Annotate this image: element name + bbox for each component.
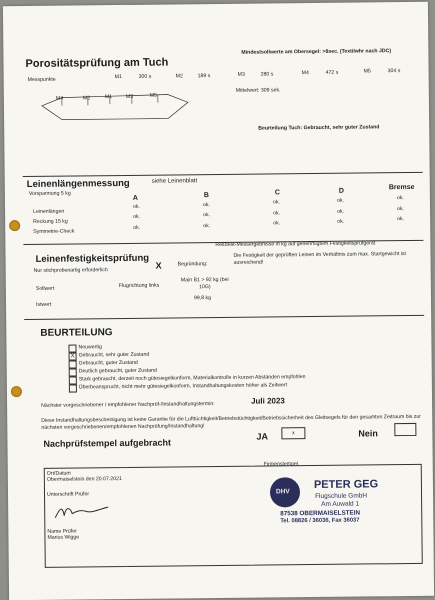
ja-checkbox[interactable]: x <box>281 427 305 439</box>
istwert-label: Istwert <box>35 301 52 308</box>
istwert-value: 99,8 kg <box>193 295 212 302</box>
option-label: Stark gebraucht, derzeit noch gütesiegelkonform, Materialkontrolle in kurzen Abständen empfohlen <box>78 374 306 383</box>
leinenlaengen-subtitle: siehe Leinenblatt <box>151 178 198 185</box>
cell-reckung-bremse: ok. <box>397 206 405 213</box>
option-checkbox[interactable] <box>69 368 77 376</box>
option-checkbox[interactable] <box>69 360 77 368</box>
cell-reckung-c: ok. <box>273 210 281 217</box>
porositaet-beurteilung: Beurteilung Tuch: Gebraucht, sehr guter Zustand <box>258 124 380 132</box>
option-checkbox[interactable] <box>69 376 77 384</box>
row-label-reckung: Reckung 15 kg <box>33 218 68 225</box>
stichprobe-label: Nur stichprobenartig erforderlich <box>33 267 108 274</box>
diagram-label-m5: M5 <box>149 92 158 99</box>
messpunkte-label: Messpunkte <box>27 76 56 83</box>
option-label: Gebraucht, guter Zustand <box>78 359 138 367</box>
ja-label: JA <box>256 431 268 442</box>
stamp-line4: Tel. 08826 / 36036, Fax 36037 <box>280 517 360 525</box>
section-divider <box>23 172 423 177</box>
beurteilung-title: BEURTEILUNG <box>40 327 113 339</box>
column-a: A <box>132 194 139 202</box>
vorspannung: Vorspannung 5 kg <box>28 190 71 197</box>
nein-label: Nein <box>358 428 378 439</box>
measurement-m1-name: M1 <box>114 73 122 81</box>
document-page <box>3 2 434 600</box>
nein-checkbox[interactable] <box>394 423 416 436</box>
section-divider <box>24 315 424 320</box>
begruendung-label: Begründung: <box>177 261 208 268</box>
measurement-m3-name: M3 <box>237 71 245 78</box>
cell-leinenlaengen-b: ok. <box>202 202 210 209</box>
column-bremse: Bremse <box>388 183 415 192</box>
unterschrift-label: Unterschrift Prüfer <box>46 491 90 498</box>
option-label: Gebraucht, sehr guter Zustand <box>78 351 150 359</box>
cell-reckung-d: ok. <box>337 208 345 215</box>
sollwert-label: Sollwert <box>35 285 55 292</box>
stichprobe-mark: X <box>155 260 162 271</box>
leinenlaengen-title: Leinenlängenmessung <box>26 177 130 191</box>
main-sollwert: Main B1 > 92 kg (bei 10G) <box>180 276 229 290</box>
mittelwert: Mittelwert: 309 sek. <box>235 87 281 94</box>
porositaet-title: Porositätsprüfung am Tuch <box>25 56 169 71</box>
cell-leinenlaengen-c: ok. <box>272 199 280 206</box>
cell-symmetrie-c: ok. <box>273 220 281 227</box>
punch-hole <box>11 386 22 397</box>
name-label: Name Prüfer <box>47 528 77 535</box>
measurement-m2-name: M2 <box>175 73 183 80</box>
leinenfestigkeit-title: Leinenfestigkeitsprüfung <box>35 252 150 265</box>
measurement-m4-value: 472 s <box>325 69 339 76</box>
option-label: Überbeansprucht, nicht mehr gütesiegelkonform, Instandhaltungskosten höher als Zeitwert <box>78 382 288 391</box>
name-value: Marius Wigge <box>47 534 80 541</box>
next-date-label: Nächster vorgeschriebener / empfohlener Nachprüf-/Instandhaltungstermin: <box>41 401 215 409</box>
measurement-m4-name: M4 <box>301 70 309 77</box>
stamp-line3: 87538 OBERMAISELSTEIN <box>280 509 361 518</box>
diagram-label-m2: M2 <box>82 95 91 102</box>
flugrichtung: Flugrichtung links <box>118 282 160 290</box>
measurement-m2-value: 189 s <box>197 73 211 80</box>
measurement-m3-value: 280 s <box>260 71 274 78</box>
diagram-label-m1: M1 <box>104 94 113 101</box>
cell-leinenlaengen-d: ok. <box>336 197 344 204</box>
row-label-symmetrie: Symmetrie-Check <box>33 228 75 235</box>
cell-leinenlaengen-bremse: ok. <box>396 195 404 202</box>
diagram-label-m4: M4 <box>55 95 64 102</box>
begruendung-text: Die Festigkeit der geprüften Leinen im Verhältnis zum max. Startgewicht ist ausreichend! <box>233 251 406 266</box>
flight-school-logo <box>270 477 300 507</box>
diagram-label-m3: M3 <box>125 93 134 100</box>
option-checkbox[interactable] <box>68 344 76 352</box>
ort-value: Obermaiselstein den 20.07.2021 <box>46 476 122 483</box>
cell-symmetrie-d: ok. <box>337 218 345 225</box>
measurement-m5-value: 304 s <box>387 68 401 75</box>
option-label: Neuwertig <box>78 344 102 351</box>
firmenstempel-label: Firmenstempel <box>263 461 299 468</box>
logo-text: DHV <box>275 488 290 496</box>
ort-label: Ort/Datum <box>46 470 71 477</box>
option-checkbox[interactable]: X <box>69 352 77 360</box>
column-b: B <box>203 192 209 200</box>
column-d: D <box>338 187 344 195</box>
measurement-m5-name: M5 <box>363 68 371 75</box>
row-label-leinenlaengen: Leinenlängen <box>33 208 65 215</box>
measurement-m1-value: 300 s <box>138 73 152 80</box>
cell-symmetrie-a: ok. <box>133 224 141 231</box>
stamp-line2: Am Auwald 1 <box>321 500 360 508</box>
handwritten-signature <box>52 501 112 522</box>
stamp-line1: Flugschule GmbH <box>315 492 368 500</box>
option-label: Deutlich gebraucht, guter Zustand <box>78 367 157 375</box>
column-c: C <box>274 189 280 197</box>
cell-reckung-a: ok. <box>133 213 141 220</box>
stamp-company: PETER GEG <box>313 478 379 492</box>
cell-reckung-b: ok. <box>203 212 211 219</box>
next-date-value: Juli 2023 <box>251 396 285 406</box>
disclaimer: Diese Instandhaltungsbescheinigung ist keine Garantie für die Lufttüchtigkeit/Betriebstüchtigkeit/Betriebssicherheit des Gleitsegels für den gesamten Zeitraum bis zur nächsten vorgeschriebenen/empfohlenen Nachprüfung/Instandhaltung! <box>41 413 422 431</box>
cell-leinenlaengen-a: ok. <box>132 203 140 210</box>
stempel-label: Nachprüfstempel aufgebracht <box>43 437 172 449</box>
mindest-label: Mindestsollwerte am Obersegel: >8sec. (Textilwhr nach JDC) <box>241 48 392 56</box>
option-checkbox[interactable] <box>69 384 77 392</box>
punch-hole <box>9 220 20 231</box>
reissfest-note: Reißtest-Messergebnisse in kg auf genehmigtem Festigkeitsprüfgerät <box>215 240 376 249</box>
cell-symmetrie-bremse: ok. <box>397 216 405 223</box>
cell-symmetrie-b: ok. <box>203 223 211 230</box>
